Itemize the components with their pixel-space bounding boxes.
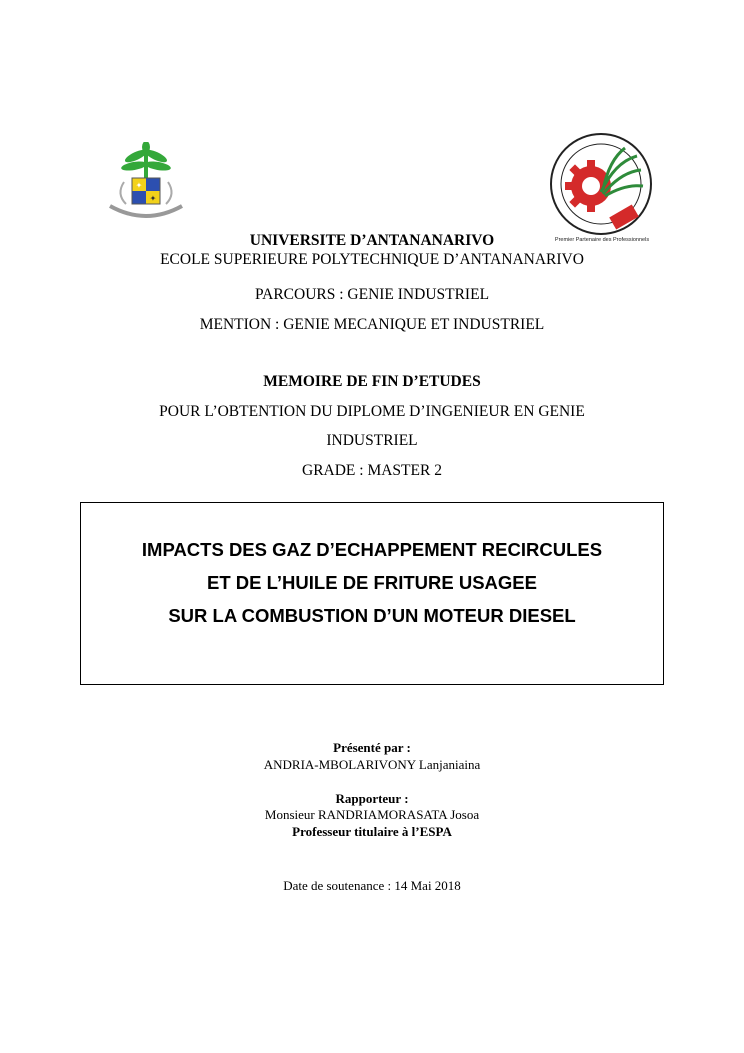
presenter-name: ANDRIA-MBOLARIVONY Lanjaniaina xyxy=(263,757,481,772)
presenter-label: Présenté par : xyxy=(333,740,411,755)
university-crest-logo xyxy=(96,142,196,232)
rapporteur-title: Professeur titulaire à l’ESPA xyxy=(292,824,452,839)
school-name: ECOLE SUPERIEURE POLYTECHNIQUE D’ANTANANARIVO xyxy=(160,251,584,268)
thesis-title-box xyxy=(80,502,664,685)
svg-text:✦: ✦ xyxy=(149,194,157,203)
espa-logo-caption: Premier Partenaire des Professionnels xyxy=(554,237,650,243)
memoire-heading: MEMOIRE DE FIN D’ETUDES xyxy=(263,373,481,390)
title-line-3: SUR LA COMBUSTION D’UN MOTEUR DIESEL xyxy=(168,605,576,626)
parcours: PARCOURS : GENIE INDUSTRIEL xyxy=(254,286,490,303)
title-line-2: ET DE L’HUILE DE FRITURE USAGEE xyxy=(207,572,537,593)
espa-logo xyxy=(545,132,657,248)
defense-date: Date de soutenance : 14 Mai 2018 xyxy=(283,878,461,893)
svg-text:✦: ✦ xyxy=(135,181,143,190)
mention: MENTION : GENIE MECANIQUE ET INDUSTRIEL xyxy=(199,316,545,333)
title-line-1: IMPACTS DES GAZ D’ECHAPPEMENT RECIRCULES xyxy=(141,539,603,560)
grade: GRADE : MASTER 2 xyxy=(302,462,442,479)
rapporteur-name: Monsieur RANDRIAMORASATA Josoa xyxy=(264,807,480,822)
memoire-line2: INDUSTRIEL xyxy=(326,432,418,449)
university-name: UNIVERSITE D’ANTANANARIVO xyxy=(249,232,495,249)
memoire-line1: POUR L’OBTENTION DU DIPLOME D’INGENIEUR EN GENIE xyxy=(159,403,585,420)
rapporteur-label: Rapporteur : xyxy=(335,791,409,806)
